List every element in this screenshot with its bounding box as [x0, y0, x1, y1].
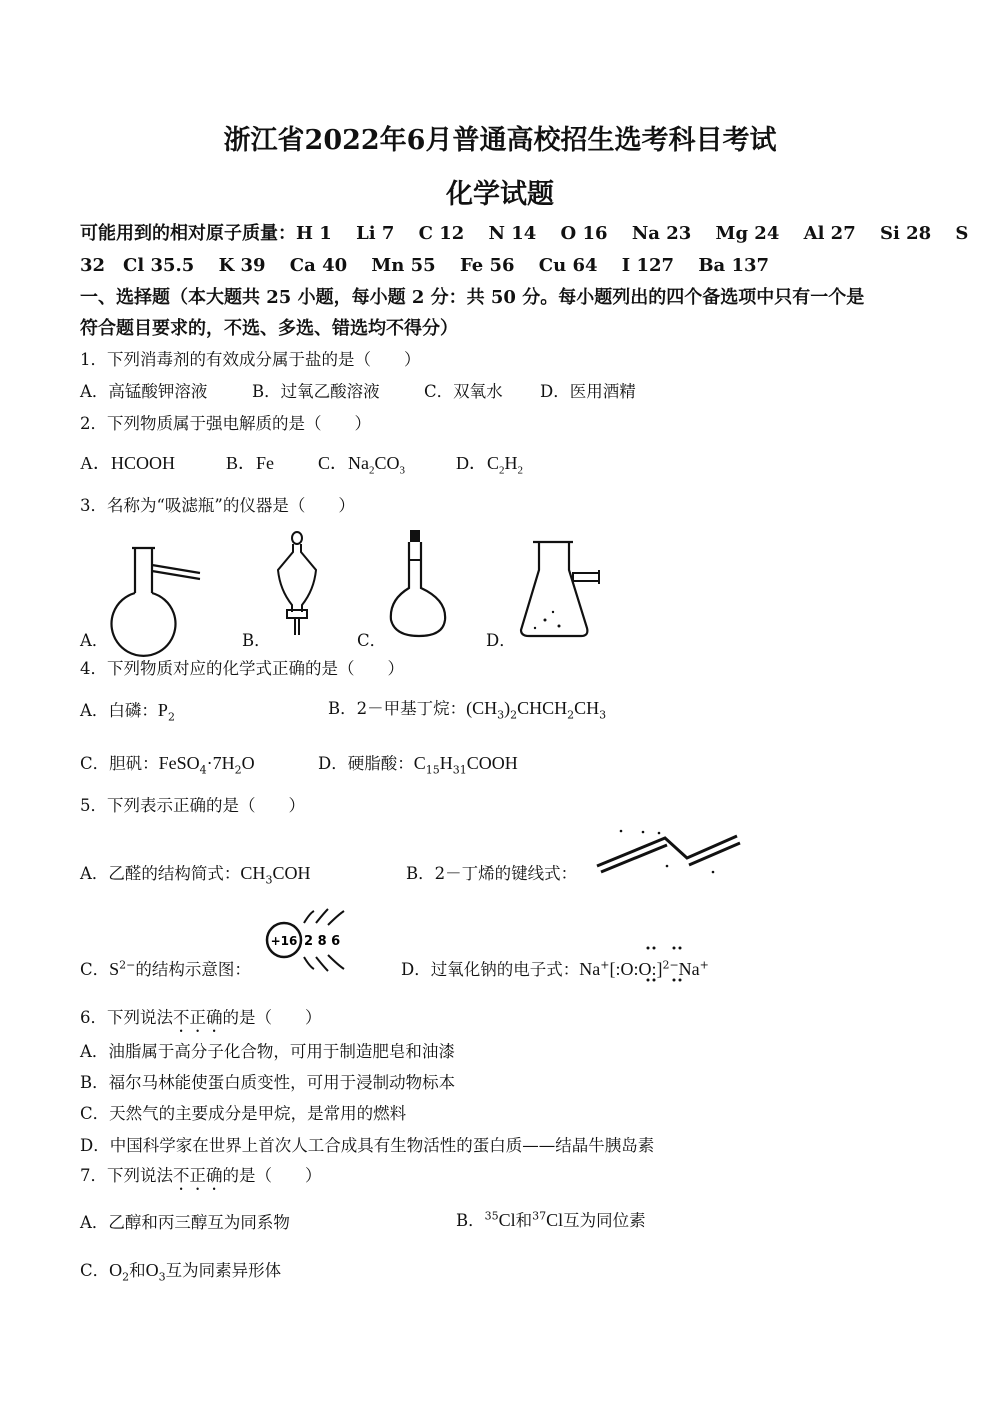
q2-stem: 2．下列物质属于强电解质的是（ ） [80, 414, 371, 433]
q5-option-b: B．2－丁烯的键线式： [406, 864, 578, 883]
q6-stem: 6．下列说法不正确的是（ ） [80, 1008, 322, 1027]
distillation-flask-drawing [110, 545, 210, 645]
sulfide-ion-structure-diagram [264, 905, 354, 975]
q1-option-b: B．过氧乙酸溶液 [252, 382, 380, 401]
q7-stem: 7．下列说法不正确的是（ ） [80, 1166, 322, 1185]
volumetric-flask-drawing [385, 530, 455, 640]
q1-option-c: C．双氧水 [424, 382, 503, 401]
q3-option-d: D． [486, 631, 516, 650]
q5-option-a: A．乙醛的结构简式：$CH_3COH$ [80, 863, 311, 887]
q3-option-b: B． [242, 631, 271, 650]
q2-option-c: C．$Na_2CO_3$ [318, 453, 406, 477]
q5-option-d: D．过氧化钠的电子式：Na+[:O:O:]$^{2-}$Na+ [401, 958, 709, 979]
q4-option-d: D．硬脂酸：$C_{15}H_{31}COOH$ [318, 753, 518, 777]
2-butene-skeletal-formula [595, 828, 745, 878]
suction-filter-flask-drawing [515, 540, 610, 640]
separatory-funnel-drawing [270, 530, 330, 640]
q7-option-b: B．$^{35}$Cl和$^{37}$Cl互为同位素 [456, 1209, 646, 1230]
q4-option-c: C．胆矾：$FeSO_4\cdot 7H_2O$ [80, 753, 255, 777]
q3-stem: 3．名称为“吸滤瓶”的仪器是（ ） [80, 496, 355, 515]
svg-text:+16: +16 [270, 934, 298, 948]
section-heading-line-1: 一、选择题（本大题共 25 小题，每小题 2 分：共 50 分。每小题列出的四个备选项中只有一个是 [80, 287, 865, 308]
q6-option-b: B．福尔马林能使蛋白质变性，可用于浸制动物标本 [80, 1073, 456, 1092]
q3-option-c: C． [357, 631, 387, 650]
q7-option-c: C．$O_2$和$O_3$互为同素异形体 [80, 1260, 282, 1284]
q1-stem: 1．下列消毒剂的有效成分属于盐的是（ ） [80, 350, 421, 369]
peroxide-lone-pair-dots [640, 944, 690, 984]
q1-option-a: A．高锰酸钾溶液 [80, 382, 208, 401]
svg-text:2 8 6: 2 8 6 [304, 934, 341, 949]
atomic-masses-line-1: 可能用到的相对原子质量：H 1 Li 7 C 12 N 14 O 16 Na 23 Mg 24 Al 27 Si 28 S [80, 223, 969, 244]
atomic-masses-line-2: 32 Cl 35.5 K 39 Ca 40 Mn 55 Fe 56 Cu 64 I 127 Ba 137 [80, 255, 770, 276]
q2-option-b: B．Fe [226, 453, 275, 473]
q1-option-d: D．医用酒精 [540, 382, 636, 401]
q4-option-b: B．2－甲基丁烷：$(CH_3)_2CHCH_2CH_3$ [328, 698, 607, 722]
q5-option-c: C．$S^{2-}$的结构示意图： [80, 958, 251, 979]
exam-title: 浙江省2022年6月普通高校招生选考科目考试 [223, 125, 777, 156]
q4-option-a: A．白磷：$P_2$ [80, 700, 175, 724]
paper-subtitle: 化学试题 [446, 179, 554, 210]
q6-option-c: C．天然气的主要成分是甲烷，是常用的燃料 [80, 1104, 407, 1123]
section-heading-line-2: 符合题目要求的，不选、多选、错选均不得分） [80, 318, 458, 339]
q2-option-a: A．HCOOH [80, 453, 176, 473]
q6-option-a: A．油脂属于高分子化合物，可用于制造肥皂和油漆 [80, 1042, 455, 1061]
q7-option-a: A．乙醇和丙三醇互为同系物 [80, 1213, 290, 1232]
q6-option-d: D．中国科学家在世界上首次人工合成具有生物活性的蛋白质——结晶牛胰岛素 [80, 1136, 655, 1155]
q2-option-d: D．$C_2H_2$ [456, 453, 524, 477]
q4-stem: 4．下列物质对应的化学式正确的是（ ） [80, 659, 404, 678]
q5-stem: 5．下列表示正确的是（ ） [80, 796, 305, 815]
q3-option-a: A． [80, 631, 109, 650]
